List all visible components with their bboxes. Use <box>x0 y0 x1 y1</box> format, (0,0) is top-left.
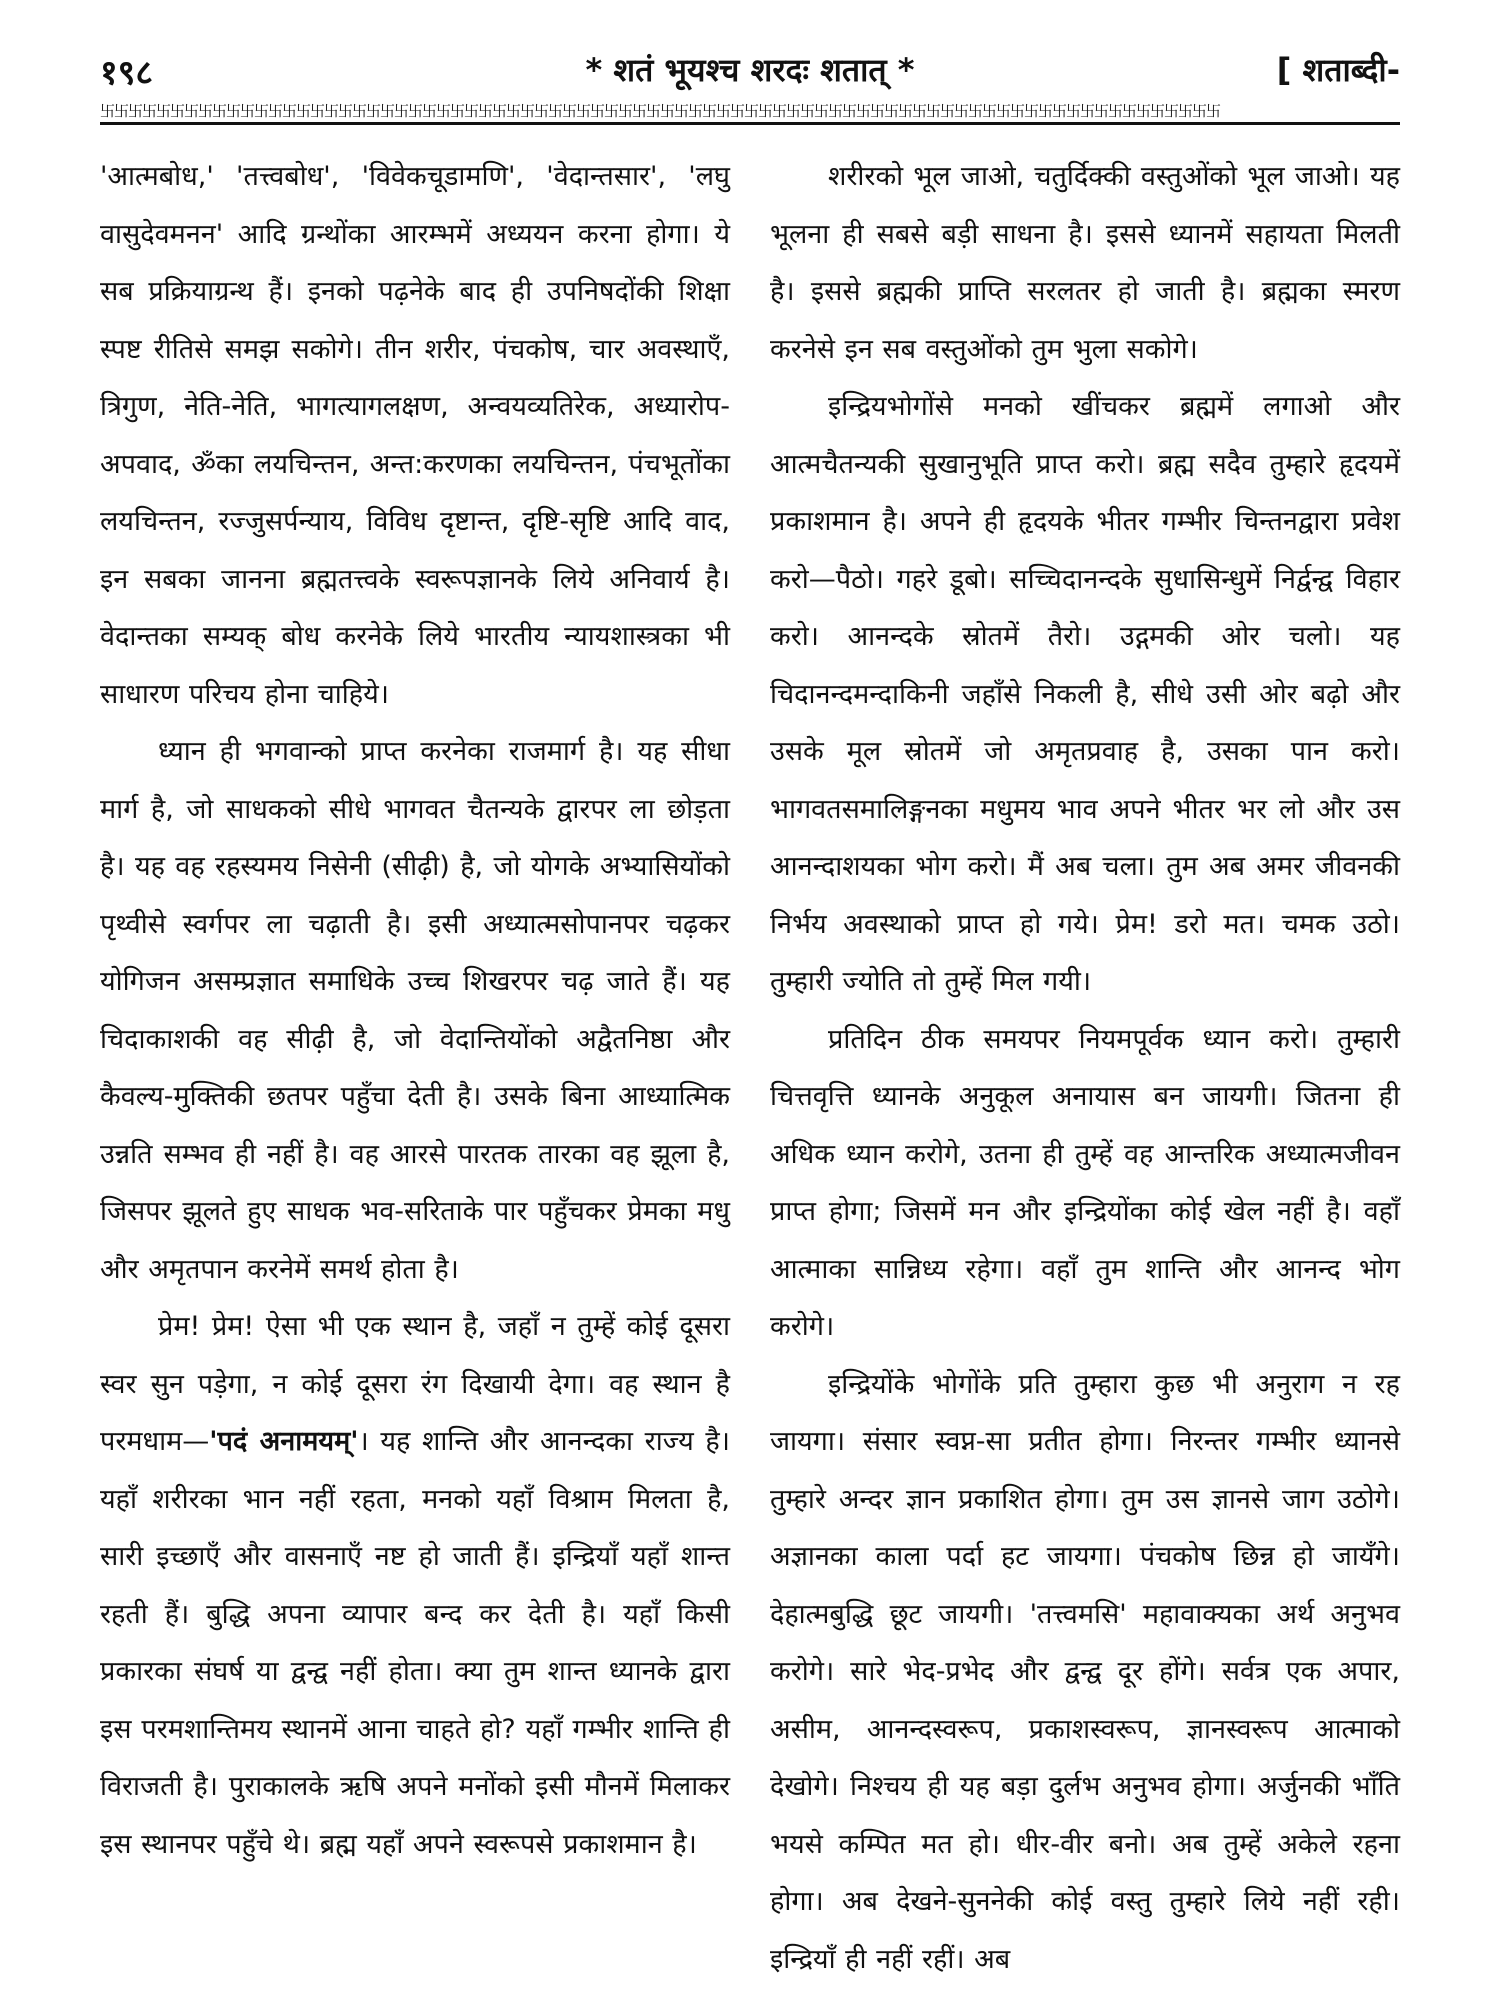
emphasized-phrase: 'पदं अनामयम्' <box>209 1426 359 1457</box>
right-column <box>770 148 1400 1975</box>
running-title: * शतं भूयश्च शरदः शतात् * <box>585 51 915 89</box>
paragraph-text: । यह शान्ति और आनन्दका राज्य है। यहाँ शरीरका भान नहीं रहता, मनको यहाँ विश्राम मिलता है, सारी इच्छाएँ और वासनाएँ नष्ट हो जाती हैं। इन्द्रियाँ यहाँ शान्त रहती हैं। बुद्धि अपना व्यापार बन्द कर देती है। यहाँ किसी प्रकारका संघर्ष या द्वन्द्व नहीं होता। क्या तुम शान्त ध्यानके द्वारा इस परमशान्तिमय स्थानमें आना चाहते हो? यहाँ गम्भीर शान्ति ही विराजती है। पुराकालके ऋषि अपने मनोंको इसी मौनमें मिलाकर इस स्थानपर पहुँचे थे। ब्रह्म यहाँ अपने स्वरूपसे प्रकाशमान है। <box>100 1426 731 1860</box>
ornamental-border: 卐卐卐卐卐卐卐卐卐卐卐卐卐卐卐卐卐卐卐卐卐卐卐卐卐卐卐卐卐卐卐卐卐卐卐卐卐卐卐卐卐卐卐卐卐卐卐卐卐卐卐卐卐卐卐卐卐卐卐卐卐卐卐卐卐卐卐卐卐卐卐卐卐卐卐卐卐卐卐卐 <box>100 100 1400 125</box>
paragraph: शरीरको भूल जाओ, चतुर्दिक्की वस्तुओंको भूल जाओ। यह भूलना ही सबसे बड़ी साधना है। इससे ध्यानमें सहायता मिलती है। इससे ब्रह्मकी प्राप्ति सरलतर हो जाती है। ब्रह्मका स्मरण करनेसे इन सब वस्तुओंको तुम भुला सकोगे। <box>770 161 1400 365</box>
paragraph <box>770 1356 1400 1989</box>
paragraph: 'आत्मबोध,' 'तत्त्वबोध', 'विवेकचूडामणि', 'वेदान्तसार', 'लघु वासुदेवमनन' आदि ग्रन्थोंका आरम्भमें अध्ययन करना होगा। ये सब प्रक्रियाग्रन्थ हैं। इनको पढ़नेके बाद ही उपनिषदोंकी शिक्षा स्पष्ट रीतिसे समझ सकोगे। तीन शरीर, पंचकोष, चार अवस्थाएँ, त्रिगुण, नेति-नेति, भागत्यागलक्षण, अन्वयव्यतिरेक, अध्यारोप-अपवाद, ॐका लयचिन्तन, अन्त:करणका लयचिन्तन, पंचभूतोंका लयचिन्तन, रज्जुसर्पन्याय, विविध दृष्टान्त, दृष्टि-सृष्टि आदि वाद, इन सबका जानना ब्रह्मतत्त्वके स्वरूपज्ञानके लिये अनिवार्य है। वेदान्तका सम्यक् बोध करनेके लिये भारतीय न्यायशास्त्रका भी साधारण परिचय होना चाहिये। <box>100 161 730 710</box>
left-column <box>100 148 730 1960</box>
paragraph: प्रतिदिन ठीक समयपर नियमपूर्वक ध्यान करो। तुम्हारी चित्तवृत्ति ध्यानके अनुकूल अनायास बन जायगी। जितना ही अधिक ध्यान करोगे, उतना ही तुम्हें वह आन्तरिक अध्यात्मजीवन प्राप्त होगा; जिसमें मन और इन्द्रियोंका कोई खेल नहीं है। वहाँ आत्माका सान्निध्य रहेगा। वहाँ तुम शान्ति और आनन्द भोग करोगे। <box>770 1023 1400 1342</box>
paragraph-text: प्रेम! प्रेम! ऐसा भी एक स्थान है, जहाँ न तुम्हें कोई दूसरा स्वर सुन पड़ेगा, न कोई दूसरा रंग दिखायी देगा। वह स्थान है परमधाम— <box>100 1311 730 1457</box>
paragraph <box>100 1298 730 1873</box>
page-header <box>100 48 1400 98</box>
body-columns <box>100 148 1400 1975</box>
paragraph: इन्द्रियभोगोंसे मनको खींचकर ब्रह्ममें लगाओ और आत्मचैतन्यकी सुखानुभूति प्राप्त करो। ब्रह्म सदैव तुम्हारे हृदयमें प्रकाशमान है। अपने ही हृदयके भीतर गम्भीर चिन्तनद्वारा प्रवेश करो—पैठो। गहरे डूबो। सच्चिदानन्दके सुधासिन्धुमें निर्द्वन्द्व विहार करो। आनन्दके स्रोतमें तैरो। उद्गमकी ओर चलो। यह चिदानन्दमन्दाकिनी जहाँसे निकली है, सीधे उसी ओर बढ़ो और उसके मूल स्रोतमें जो अमृतप्रवाह है, उसका पान करो। भागवतसमालिङ्गनका मधुमय भाव अपने भीतर भर लो और उस आनन्दाशयका भोग करो। मैं अब चला। तुम अब अमर जीवनकी निर्भय अवस्थाको प्राप्त हो गये। प्रेम! डरो मत। चमक उठो। तुम्हारी ज्योति तो तुम्हें मिल गयी। <box>770 391 1400 997</box>
paragraph-text: इन्द्रियोंके भोगोंके प्रति तुम्हारा कुछ भी अनुराग न रह जायगा। संसार स्वप्न-सा प्रतीत होगा। निरन्तर गम्भीर ध्यानसे तुम्हारे अन्दर ज्ञान प्रकाशित होगा। तुम उस ज्ञानसे जाग उठोगे। अज्ञानका काला पर्दा हट जायगा। पंचकोष छिन्न हो जायँगे। देहात्मबुद्धि छूट जायगी। <box>770 1368 1400 1630</box>
paragraph-text: महावाक्यका अर्थ अनुभव करोगे। सारे भेद-प्रभेद और द्वन्द्व दूर होंगे। सर्वत्र एक अपार, असीम, आनन्दस्वरूप, प्रकाशस्वरूप, ज्ञानस्वरूप आत्माको देखोगे। निश्चय ही यह बड़ा दुर्लभ अनुभव होगा। अर्जुनकी भाँति भयसे कम्पित मत हो। धीर-वीर बनो। अब तुम्हें अकेले रहना होगा। अब देखने-सुननेकी कोई वस्तु तुम्हारे लिये नहीं रही। इन्द्रियाँ ही नहीं रहीं। अब <box>770 1598 1400 1975</box>
quoted-phrase: 'तत्त्वमसि' <box>1029 1598 1127 1630</box>
paragraph: ध्यान ही भगवान्को प्राप्त करनेका राजमार्ग है। यह सीधा मार्ग है, जो साधकको सीधे भागवत चैतन्यके द्वारपर ला छोड़ता है। यह वह रहस्यमय निसेनी (सीढ़ी) है, जो योगके अभ्यासियोंको पृथ्वीसे स्वर्गपर ला चढ़ाती है। इसी अध्यात्मसोपानपर चढ़कर योगिजन असम्प्रज्ञात समाधिके उच्च शिखरपर चढ़ जाते हैं। यह चिदाकाशकी वह सीढ़ी है, जो वेदान्तियोंको अद्वैतनिष्ठा और कैवल्य-मुक्तिकी छतपर पहुँचा देती है। उसके बिना आध्यात्मिक उन्नति सम्भव ही नहीं है। वह आरसे पारतक तारका वह झूला है, जिसपर झूलते हुए साधक भव-सरिताके पार पहुँचकर प्रेमका मधु और अमृतपान करनेमें समर्थ होता है। <box>100 736 730 1285</box>
page-number: १९८ <box>100 53 154 93</box>
section-tag: [ शताब्दी- <box>1276 51 1400 89</box>
